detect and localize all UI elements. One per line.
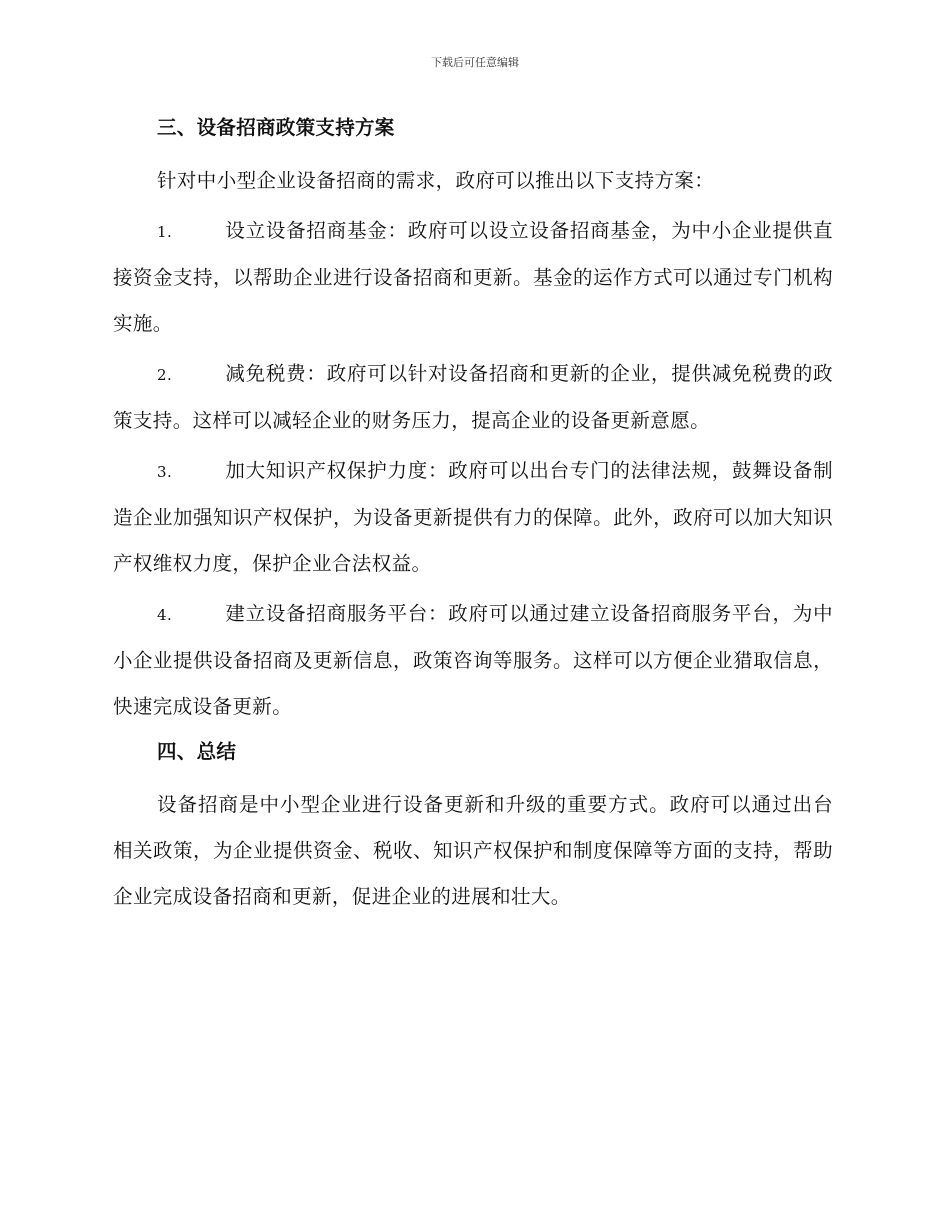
section-3-title: 三、设备招商政策支持方案 [157,116,395,139]
list-item-3-number: 3. [157,463,173,481]
document-body [113,112,833,924]
section-4-title: 四、总结 [157,740,237,763]
list-item-3 [113,448,833,587]
list-item-2-text: 减免税费：政府可以针对设备招商和更新的企业，提供减免税费的政策支持。这样可以减轻企业的财务压力，提高企业的设备更新意愿。 [113,362,833,432]
list-item-2-number: 2. [157,366,173,384]
list-item-4-text: 建立设备招商服务平台：政府可以通过建立设备招商服务平台，为中小企业提供设备招商及更新信息，政策咨询等服务。这样可以方便企业猎取信息，快速完成设备更新。 [113,602,833,718]
list-item-2 [113,351,833,444]
list-item-4-number: 4. [157,606,173,624]
header-note: 下载后可任意编辑 [431,56,519,69]
section-4-body: 设备招商是中小型企业进行设备更新和升级的重要方式。政府可以通过出台相关政策，为企业提供资金、税收、知识产权保护和制度保障等方面的支持，帮助企业完成设备招商和更新，促进企业的进展和壮大。 [113,793,833,908]
section-3-intro: 针对中小型企业设备招商的需求，政府可以推出以下支持方案： [157,169,715,192]
list-item-1-text: 设立设备招商基金：政府可以设立设备招商基金，为中小企业提供直接资金支持，以帮助企业进行设备招商和更新。基金的运作方式可以通过专门机构实施。 [113,219,833,335]
list-item-3-text: 加大知识产权保护力度：政府可以出台专门的法律法规，鼓舞设备制造企业加强知识产权保护，为设备更新提供有力的保障。此外，政府可以加大知识产权维权力度，保护企业合法权益。 [113,459,833,575]
list-item-4 [113,591,833,730]
list-item-1 [113,208,833,347]
list-item-1-number: 1. [157,223,173,241]
